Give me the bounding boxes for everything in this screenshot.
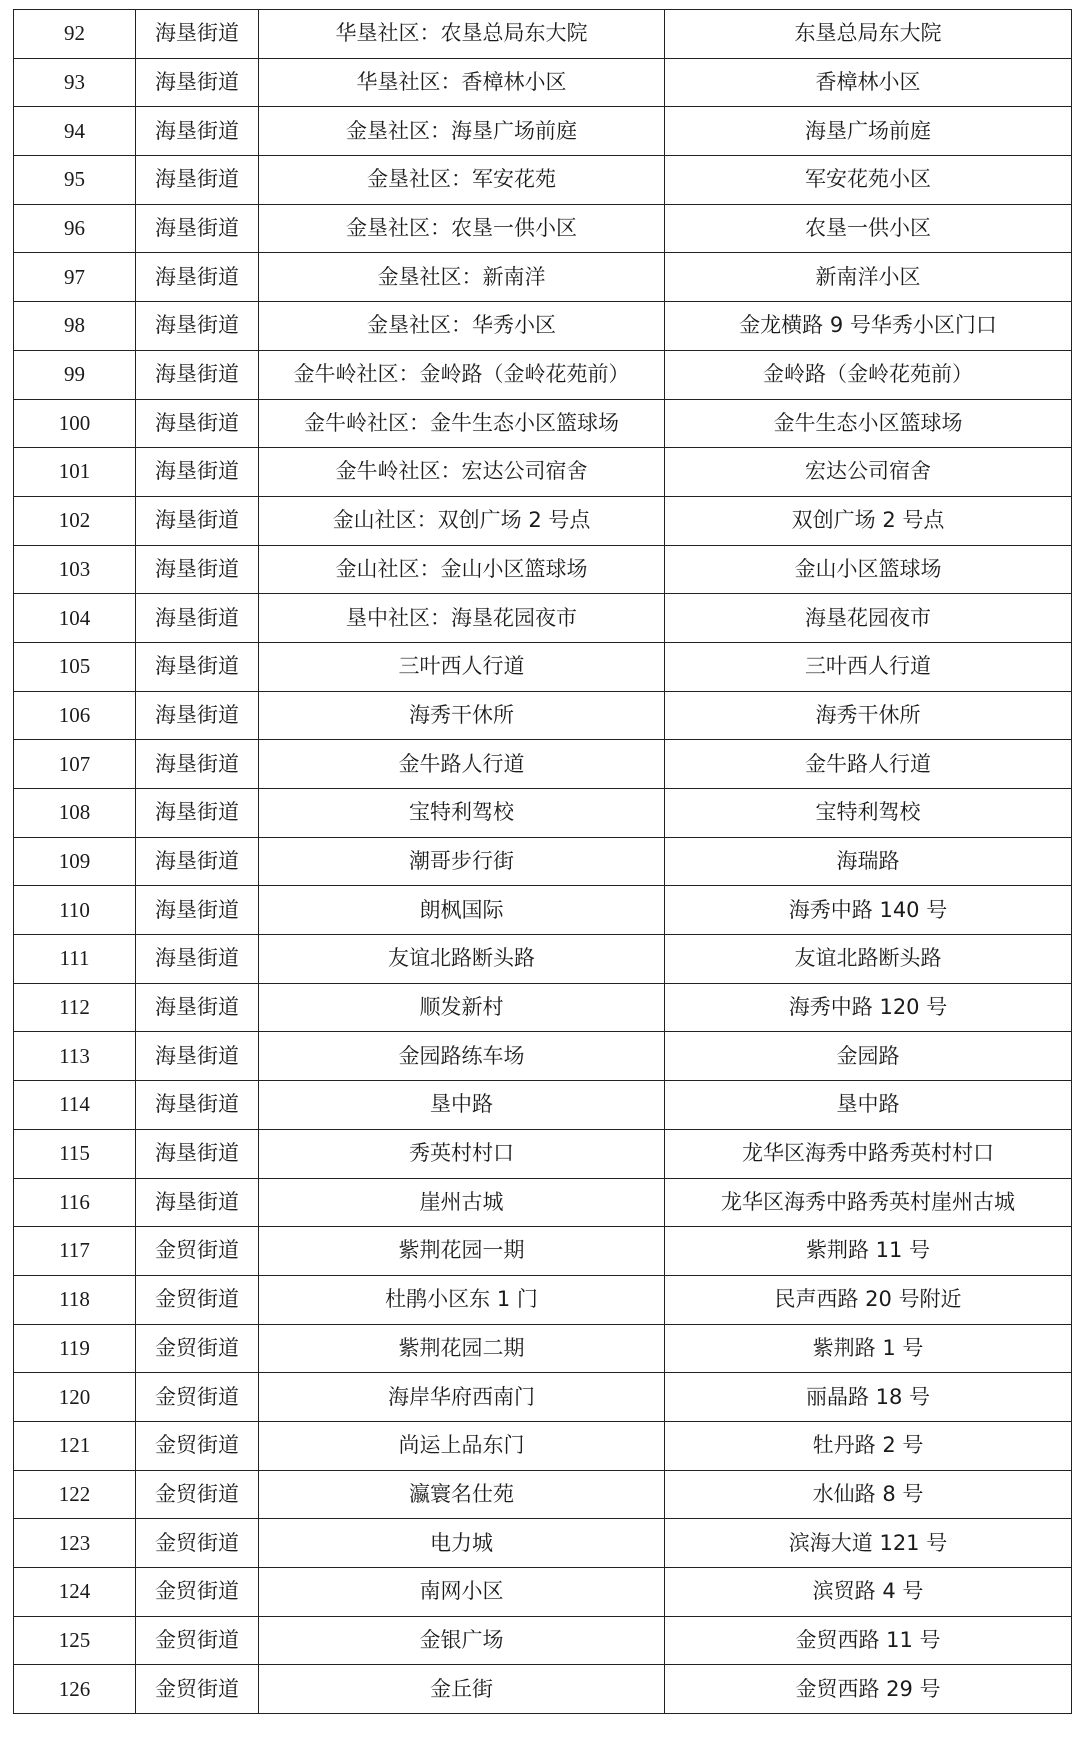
location-point-cell: 顺发新村 [259, 983, 665, 1032]
street-cell: 海垦街道 [136, 642, 259, 691]
location-point-cell: 瀛寰名仕苑 [259, 1470, 665, 1519]
row-number: 102 [14, 496, 136, 545]
location-point-cell: 金牛岭社区：宏达公司宿舍 [259, 448, 665, 497]
table-row [14, 107, 1072, 156]
address-cell: 海垦广场前庭 [665, 107, 1072, 156]
location-point-cell: 华垦社区：农垦总局东大院 [259, 10, 665, 59]
table-row [14, 302, 1072, 351]
table-row [14, 1616, 1072, 1665]
location-point-cell: 金丘街 [259, 1665, 665, 1714]
table-row [14, 1129, 1072, 1178]
row-number: 119 [14, 1324, 136, 1373]
address-cell: 金山小区篮球场 [665, 545, 1072, 594]
row-number: 118 [14, 1275, 136, 1324]
location-point-cell: 金山社区：金山小区篮球场 [259, 545, 665, 594]
row-number: 94 [14, 107, 136, 156]
row-number: 92 [14, 10, 136, 59]
row-number: 113 [14, 1032, 136, 1081]
row-number: 99 [14, 350, 136, 399]
street-cell: 海垦街道 [136, 1081, 259, 1130]
street-cell: 海垦街道 [136, 935, 259, 984]
location-point-cell: 金垦社区：农垦一供小区 [259, 204, 665, 253]
street-cell: 海垦街道 [136, 594, 259, 643]
location-point-cell: 华垦社区：香樟林小区 [259, 58, 665, 107]
street-cell: 海垦街道 [136, 302, 259, 351]
address-cell: 滨贸路 4 号 [665, 1568, 1072, 1617]
address-cell: 牡丹路 2 号 [665, 1421, 1072, 1470]
table-row [14, 58, 1072, 107]
row-number: 104 [14, 594, 136, 643]
street-cell: 金贸街道 [136, 1568, 259, 1617]
address-cell: 龙华区海秀中路秀英村村口 [665, 1129, 1072, 1178]
address-cell: 垦中路 [665, 1081, 1072, 1130]
street-cell: 海垦街道 [136, 545, 259, 594]
location-point-cell: 朗枫国际 [259, 886, 665, 935]
address-cell: 海秀干休所 [665, 691, 1072, 740]
address-cell: 新南洋小区 [665, 253, 1072, 302]
table-row [14, 1081, 1072, 1130]
table-row [14, 253, 1072, 302]
table-row [14, 1275, 1072, 1324]
location-point-cell: 金银广场 [259, 1616, 665, 1665]
address-cell: 双创广场 2 号点 [665, 496, 1072, 545]
street-cell: 金贸街道 [136, 1227, 259, 1276]
street-cell: 海垦街道 [136, 58, 259, 107]
row-number: 125 [14, 1616, 136, 1665]
table-row [14, 545, 1072, 594]
location-point-cell: 金山社区：双创广场 2 号点 [259, 496, 665, 545]
location-point-cell: 金垦社区：海垦广场前庭 [259, 107, 665, 156]
street-cell: 海垦街道 [136, 496, 259, 545]
street-cell: 海垦街道 [136, 691, 259, 740]
address-cell: 军安花苑小区 [665, 156, 1072, 205]
location-point-cell: 紫荆花园一期 [259, 1227, 665, 1276]
address-cell: 丽晶路 18 号 [665, 1373, 1072, 1422]
row-number: 116 [14, 1178, 136, 1227]
address-cell: 金贸西路 29 号 [665, 1665, 1072, 1714]
address-cell: 龙华区海秀中路秀英村崖州古城 [665, 1178, 1072, 1227]
street-cell: 海垦街道 [136, 204, 259, 253]
table-row [14, 1178, 1072, 1227]
location-point-cell: 金垦社区：华秀小区 [259, 302, 665, 351]
address-cell: 滨海大道 121 号 [665, 1519, 1072, 1568]
table-row [14, 350, 1072, 399]
address-cell: 民声西路 20 号附近 [665, 1275, 1072, 1324]
street-cell: 海垦街道 [136, 1032, 259, 1081]
street-cell: 金贸街道 [136, 1470, 259, 1519]
address-cell: 金牛生态小区篮球场 [665, 399, 1072, 448]
location-point-cell: 南网小区 [259, 1568, 665, 1617]
table-row [14, 886, 1072, 935]
table-row [14, 1421, 1072, 1470]
street-cell: 海垦街道 [136, 156, 259, 205]
address-cell: 金岭路（金岭花苑前） [665, 350, 1072, 399]
row-number: 121 [14, 1421, 136, 1470]
address-cell: 宏达公司宿舍 [665, 448, 1072, 497]
location-point-cell: 秀英村村口 [259, 1129, 665, 1178]
location-point-cell: 金园路练车场 [259, 1032, 665, 1081]
address-cell: 友谊北路断头路 [665, 935, 1072, 984]
location-point-cell: 垦中社区：海垦花园夜市 [259, 594, 665, 643]
address-cell: 水仙路 8 号 [665, 1470, 1072, 1519]
table-row [14, 837, 1072, 886]
address-cell: 金贸西路 11 号 [665, 1616, 1072, 1665]
location-point-cell: 金垦社区：军安花苑 [259, 156, 665, 205]
address-cell: 海瑞路 [665, 837, 1072, 886]
location-point-cell: 垦中路 [259, 1081, 665, 1130]
location-point-cell: 三叶西人行道 [259, 642, 665, 691]
location-point-cell: 杜鹃小区东 1 门 [259, 1275, 665, 1324]
row-number: 105 [14, 642, 136, 691]
row-number: 97 [14, 253, 136, 302]
row-number: 96 [14, 204, 136, 253]
row-number: 103 [14, 545, 136, 594]
street-cell: 金贸街道 [136, 1616, 259, 1665]
address-cell: 香樟林小区 [665, 58, 1072, 107]
address-cell: 金园路 [665, 1032, 1072, 1081]
street-cell: 海垦街道 [136, 1178, 259, 1227]
row-number: 110 [14, 886, 136, 935]
address-cell: 海垦花园夜市 [665, 594, 1072, 643]
table-row [14, 642, 1072, 691]
address-cell: 宝特利驾校 [665, 789, 1072, 838]
table-row [14, 1568, 1072, 1617]
row-number: 120 [14, 1373, 136, 1422]
row-number: 101 [14, 448, 136, 497]
table-row [14, 1324, 1072, 1373]
address-cell: 紫荆路 11 号 [665, 1227, 1072, 1276]
address-cell: 紫荆路 1 号 [665, 1324, 1072, 1373]
address-cell: 东垦总局东大院 [665, 10, 1072, 59]
street-cell: 海垦街道 [136, 789, 259, 838]
street-cell: 海垦街道 [136, 740, 259, 789]
street-cell: 金贸街道 [136, 1665, 259, 1714]
table-row [14, 691, 1072, 740]
table-row [14, 204, 1072, 253]
address-cell: 海秀中路 120 号 [665, 983, 1072, 1032]
street-cell: 金贸街道 [136, 1324, 259, 1373]
location-point-cell: 金牛岭社区：金牛生态小区篮球场 [259, 399, 665, 448]
row-number: 108 [14, 789, 136, 838]
address-cell: 农垦一供小区 [665, 204, 1072, 253]
address-cell: 金龙横路 9 号华秀小区门口 [665, 302, 1072, 351]
street-cell: 海垦街道 [136, 107, 259, 156]
street-cell: 海垦街道 [136, 837, 259, 886]
street-cell: 海垦街道 [136, 350, 259, 399]
row-number: 93 [14, 58, 136, 107]
street-cell: 海垦街道 [136, 253, 259, 302]
table-row [14, 10, 1072, 59]
row-number: 115 [14, 1129, 136, 1178]
location-point-cell: 崖州古城 [259, 1178, 665, 1227]
location-point-cell: 尚运上品东门 [259, 1421, 665, 1470]
street-cell: 海垦街道 [136, 10, 259, 59]
table-row [14, 740, 1072, 789]
street-cell: 金贸街道 [136, 1421, 259, 1470]
row-number: 114 [14, 1081, 136, 1130]
table-row [14, 1519, 1072, 1568]
row-number: 117 [14, 1227, 136, 1276]
location-point-cell: 紫荆花园二期 [259, 1324, 665, 1373]
row-number: 123 [14, 1519, 136, 1568]
street-cell: 海垦街道 [136, 1129, 259, 1178]
location-point-cell: 海秀干休所 [259, 691, 665, 740]
table-row [14, 496, 1072, 545]
location-point-cell: 金牛岭社区：金岭路（金岭花苑前） [259, 350, 665, 399]
table-body [14, 10, 1072, 1714]
row-number: 112 [14, 983, 136, 1032]
row-number: 111 [14, 935, 136, 984]
table-row [14, 156, 1072, 205]
row-number: 95 [14, 156, 136, 205]
table-row [14, 1373, 1072, 1422]
street-cell: 海垦街道 [136, 448, 259, 497]
row-number: 109 [14, 837, 136, 886]
location-point-cell: 宝特利驾校 [259, 789, 665, 838]
location-point-cell: 金垦社区：新南洋 [259, 253, 665, 302]
street-cell: 金贸街道 [136, 1519, 259, 1568]
table-row [14, 935, 1072, 984]
row-number: 98 [14, 302, 136, 351]
location-point-cell: 海岸华府西南门 [259, 1373, 665, 1422]
address-cell: 三叶西人行道 [665, 642, 1072, 691]
table-row [14, 448, 1072, 497]
table-row [14, 1227, 1072, 1276]
location-point-cell: 友谊北路断头路 [259, 935, 665, 984]
row-number: 106 [14, 691, 136, 740]
row-number: 100 [14, 399, 136, 448]
street-cell: 海垦街道 [136, 399, 259, 448]
row-number: 122 [14, 1470, 136, 1519]
address-cell: 海秀中路 140 号 [665, 886, 1072, 935]
street-cell: 海垦街道 [136, 983, 259, 1032]
location-point-cell: 电力城 [259, 1519, 665, 1568]
location-point-cell: 金牛路人行道 [259, 740, 665, 789]
table-row [14, 1470, 1072, 1519]
street-cell: 金贸街道 [136, 1275, 259, 1324]
row-number: 126 [14, 1665, 136, 1714]
document-table [13, 9, 1072, 1714]
table-row [14, 399, 1072, 448]
row-number: 124 [14, 1568, 136, 1617]
table-row [14, 1032, 1072, 1081]
location-point-cell: 潮哥步行街 [259, 837, 665, 886]
table-row [14, 789, 1072, 838]
street-cell: 海垦街道 [136, 886, 259, 935]
address-cell: 金牛路人行道 [665, 740, 1072, 789]
row-number: 107 [14, 740, 136, 789]
table-row [14, 983, 1072, 1032]
street-cell: 金贸街道 [136, 1373, 259, 1422]
table-row [14, 594, 1072, 643]
table-row [14, 1665, 1072, 1714]
